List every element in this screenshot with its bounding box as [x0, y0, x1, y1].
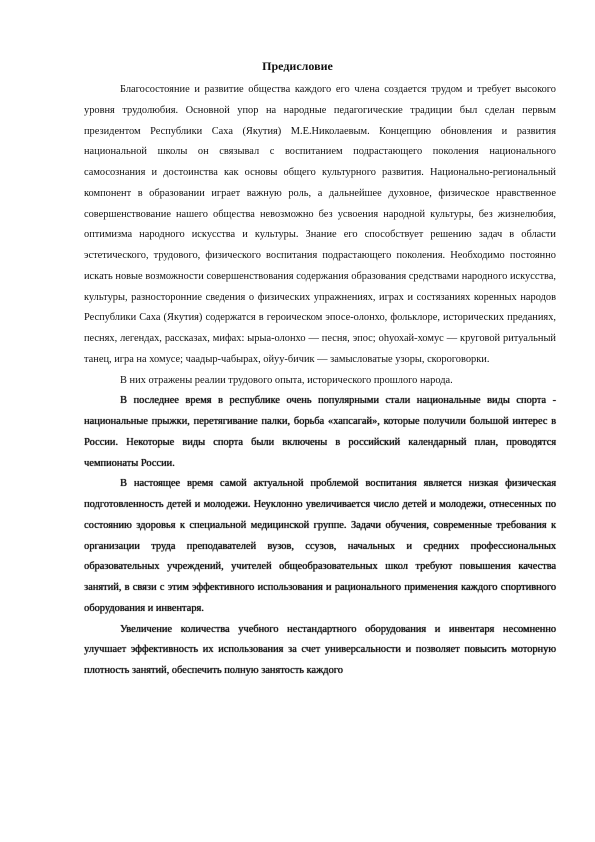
paragraph-national-sports: В последнее время в республике очень популярными стали национальные виды спорта - национальные прыжки, перетягивание палки, борьба «хапсагай», которые получили большой интерес в России. Некоторые виды спорта были включены в российский календарный план, проводятся чемпионаты России.	[84, 395, 556, 469]
paragraph-equipment: Увеличение количества учебного нестандартного оборудования и инвентаря несомненно улучшает эффективность их использования за счет универсальности и позволяет повысить моторную плотность занятий, обеспечить полную занятость каждого	[84, 623, 556, 676]
paragraph-labor-experience: В них отражены реалии трудового опыта, исторического прошлого народа.	[120, 374, 453, 386]
paragraph-intro: Благосостояние и развитие общества каждого его члена создается трудом и требует высокого уровня трудолюбия. Основной упор на народные педагогические традиции был сделан первым президентом Республики Саха (Якутия) М.Е.Николаевым. Концепцию обновления и развития национальной школы он связывал с воспитанием подрастающего поколения национального самосознания и достоинства как основы общего культурного развития. Национально-региональный компонент в образовании играет важную роль, а дальнейшее духовное, физическое нравственное совершенствование нашего общества невозможно без усвоения народной культуры, без жизнелюбия, оптимизма народного искусства и культуры. Знание его способствует решению задач в области эстетического, трудового, физического воспитания подрастающего поколения. Необходимо постоянно искать новые возможности совершенствования содержания образования средствами народного искусства, культуры, разносторонние сведения о физических упражнениях, играх и состязаниях коренных народов Республики Саха (Якутия) содержатся в героическом эпосе-олонхо, фольклоре, исторических преданиях, песнях, легендах, рассказах, мифах: ырыа-олонхо — песня, эпос; оhуохай-хомус — круговой ритуальный танец, игра на хомусе; чаадыр-чабырах, ойуу-бичик — замысловатые узоры, скороговорки.	[84, 84, 556, 365]
document-body	[84, 80, 556, 682]
paragraph-physical-education: В настоящее время самой актуальной проблемой воспитания является низкая физическая подготовленность детей и молодежи. Неуклонно увеличивается число детей и молодежи, отнесенных по состоянию здоровья к специальной медицинской группе. Задачи обучения, современные требования к организации труда преподавателей вузов, ссузов, начальных и средних профессиональных образовательных учреждений, учителей общеобразовательных школ требуют повышения качества занятий, в связи с этим эффективного использования и рационального применения каждого спортивного оборудования и инвентаря.	[84, 478, 556, 614]
page-title: Предисловие	[262, 59, 333, 73]
